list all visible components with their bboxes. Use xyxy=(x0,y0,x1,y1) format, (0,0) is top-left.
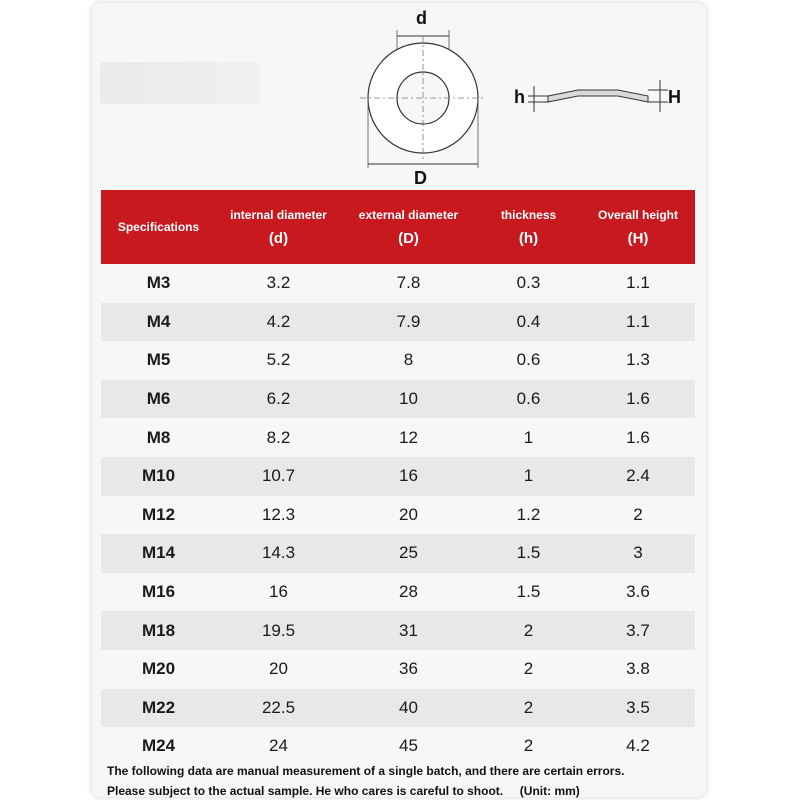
external-diameter-cell: 16 xyxy=(399,466,418,486)
table-body xyxy=(101,264,695,766)
overall-height-cell: 1.6 xyxy=(626,389,650,409)
internal-diameter-cell: 6.2 xyxy=(266,389,291,409)
thickness-h-label: h xyxy=(514,87,525,107)
spec-cell: M10 xyxy=(141,466,176,486)
spec-cell: M12 xyxy=(141,504,176,524)
external-diameter-cell: 8 xyxy=(403,350,414,370)
thickness-cell: 1 xyxy=(523,427,534,447)
overall-height-cell: 3.5 xyxy=(626,697,650,717)
thickness-cell: 1.2 xyxy=(516,504,541,524)
spec-cell: M4 xyxy=(146,311,171,331)
overall-height-cell: 3.7 xyxy=(626,620,650,640)
table-header xyxy=(101,190,695,264)
internal-diameter-cell: 5.2 xyxy=(266,350,291,370)
header-external-diameter: external diameter (D) xyxy=(358,207,459,247)
internal-diameter-cell: 20 xyxy=(269,659,288,679)
table-row xyxy=(101,650,695,689)
external-diameter-cell: 40 xyxy=(399,697,418,717)
spec-cell: M20 xyxy=(141,659,176,679)
thickness-cell: 0.6 xyxy=(516,350,541,370)
thickness-cell: 2 xyxy=(523,736,534,756)
external-diameter-cell: 20 xyxy=(399,504,418,524)
thickness-cell: 1.5 xyxy=(516,582,541,602)
diameter-d-label: d xyxy=(416,8,427,28)
external-diameter-cell: 25 xyxy=(399,543,418,563)
external-diameter-cell: 12 xyxy=(399,427,418,447)
internal-diameter-cell: 10.7 xyxy=(261,466,296,486)
external-diameter-cell: 31 xyxy=(399,620,418,640)
table-row xyxy=(101,380,695,419)
thickness-cell: 1 xyxy=(523,466,534,486)
external-diameter-cell: 45 xyxy=(399,736,418,756)
external-diameter-cell: 7.8 xyxy=(396,273,421,293)
spec-cell: M8 xyxy=(146,427,171,447)
overall-height-cell: 1.3 xyxy=(626,350,650,370)
external-diameter-cell: 7.9 xyxy=(396,311,421,331)
overall-height-cell: 1.1 xyxy=(626,273,650,293)
header-specifications: Specifications xyxy=(117,220,200,234)
overall-height-cell: 3.8 xyxy=(626,659,650,679)
table-row xyxy=(101,727,695,766)
spec-cell: M22 xyxy=(141,697,176,717)
table-row xyxy=(101,689,695,728)
table-row xyxy=(101,264,695,303)
external-diameter-cell: 10 xyxy=(399,389,418,409)
internal-diameter-cell: 8.2 xyxy=(266,427,291,447)
overall-height-cell: 3 xyxy=(633,543,643,563)
table-row xyxy=(101,303,695,342)
thickness-cell: 2 xyxy=(523,659,534,679)
overall-height-cell: 4.2 xyxy=(626,736,650,756)
internal-diameter-cell: 12.3 xyxy=(261,504,296,524)
overall-height-cell: 1.1 xyxy=(626,311,650,331)
thickness-cell: 2 xyxy=(523,697,534,717)
internal-diameter-cell: 16 xyxy=(269,582,288,602)
internal-diameter-cell: 3.2 xyxy=(266,273,291,293)
overall-height-cell: 2 xyxy=(633,504,643,524)
table-row xyxy=(101,496,695,535)
diameter-D-label: D xyxy=(414,168,427,188)
internal-diameter-cell: 19.5 xyxy=(261,620,296,640)
table-row xyxy=(101,611,695,650)
spec-cell: M6 xyxy=(146,389,171,409)
thickness-cell: 0.3 xyxy=(516,273,541,293)
table-row xyxy=(101,341,695,380)
thickness-cell: 0.6 xyxy=(516,389,541,409)
internal-diameter-cell: 4.2 xyxy=(266,311,291,331)
spec-table xyxy=(101,190,695,766)
note-line-1: The following data are manual measurement of a single batch, and there are certain errors. xyxy=(107,764,625,778)
table-row xyxy=(101,457,695,496)
thickness-cell: 1.5 xyxy=(516,543,541,563)
washer-side-profile xyxy=(528,80,668,112)
external-diameter-cell: 36 xyxy=(399,659,418,679)
table-row xyxy=(101,418,695,457)
height-H-label: H xyxy=(668,87,681,107)
spec-cell: M24 xyxy=(141,736,176,756)
internal-diameter-cell: 14.3 xyxy=(261,543,296,563)
spec-cell: M16 xyxy=(141,582,176,602)
internal-diameter-cell: 24 xyxy=(269,736,288,756)
thickness-cell: 0.4 xyxy=(516,311,541,331)
spec-cell: M18 xyxy=(141,620,176,640)
header-overall-height: Overall height (H) xyxy=(597,207,679,247)
header-thickness: thickness (h) xyxy=(500,207,557,247)
overall-height-cell: 3.6 xyxy=(626,582,650,602)
spec-cell: M5 xyxy=(146,350,171,370)
spec-cell: M14 xyxy=(141,543,176,563)
overall-height-cell: 2.4 xyxy=(626,466,650,486)
table-row xyxy=(101,573,695,612)
external-diameter-cell: 28 xyxy=(399,582,418,602)
internal-diameter-cell: 22.5 xyxy=(261,697,296,717)
overall-height-cell: 1.6 xyxy=(626,427,650,447)
header-internal-diameter: internal diameter (d) xyxy=(230,207,327,247)
table-row xyxy=(101,534,695,573)
spec-cell: M3 xyxy=(146,273,171,293)
note-line-2: Please subject to the actual sample. He who cares is careful to shoot. (Unit: mm) xyxy=(107,784,580,798)
thickness-cell: 2 xyxy=(523,620,534,640)
